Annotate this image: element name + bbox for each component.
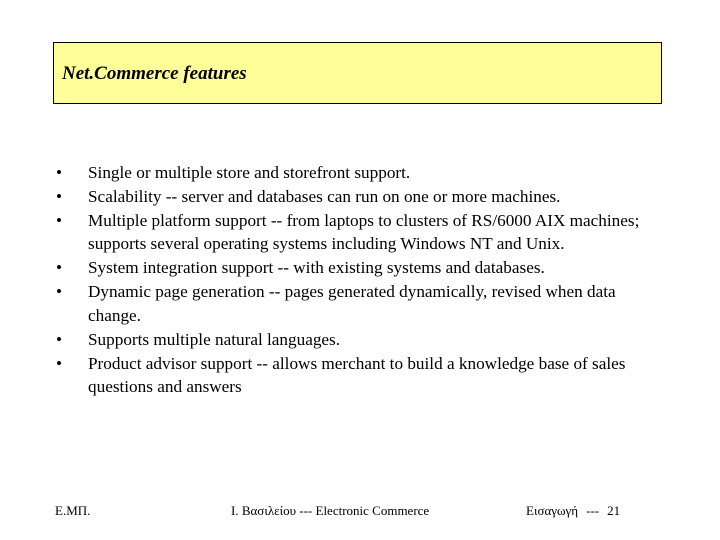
- bullet-item: [56, 256, 656, 279]
- bullet-text: Multiple platform support -- from laptops to clusters of RS/6000 AIX machines; supports several operating systems including Windows NT and Unix.: [88, 211, 640, 254]
- bullet-dot-icon: •: [56, 353, 63, 373]
- footer-course: Ι. Βασιλείου --- Electronic Commerce: [231, 503, 430, 518]
- page-number: 21: [607, 503, 621, 518]
- bullet-text: System integration support -- with existing systems and databases.: [88, 258, 545, 278]
- bullet-item: [56, 185, 656, 208]
- bullet-item: [56, 209, 656, 256]
- bullet-text: Scalability -- server and databases can run on one or more machines.: [88, 187, 561, 206]
- footer-section-name: Εισαγωγή: [526, 503, 579, 518]
- bullet-item: [56, 161, 656, 184]
- bullet-text: Product advisor support -- allows merchant to build a knowledge base of sales questions and answers: [88, 353, 626, 397]
- bullet-dot-icon: •: [56, 282, 63, 302]
- title-box: [53, 42, 662, 104]
- bullet-text: Single or multiple store and storefront support.: [88, 163, 411, 182]
- bullet-item: [56, 280, 656, 327]
- footer-separator: ---: [586, 503, 600, 518]
- bullet-list: [56, 161, 656, 399]
- bullet-text: Supports multiple natural languages.: [88, 329, 341, 349]
- footer-organization: Ε.ΜΠ.: [55, 503, 91, 518]
- bullet-item: [56, 352, 656, 399]
- bullet-dot-icon: •: [56, 258, 63, 278]
- bullet-dot-icon: •: [56, 211, 63, 230]
- bullet-dot-icon: •: [56, 329, 63, 349]
- bullet-dot-icon: •: [56, 187, 63, 206]
- footer-section: [526, 503, 620, 519]
- slide-title: Net.Commerce features: [62, 63, 247, 84]
- bullet-text: Dynamic page generation -- pages generated dynamically, revised when data change.: [88, 282, 616, 325]
- bullet-dot-icon: •: [56, 163, 63, 182]
- bullet-item: [56, 328, 656, 351]
